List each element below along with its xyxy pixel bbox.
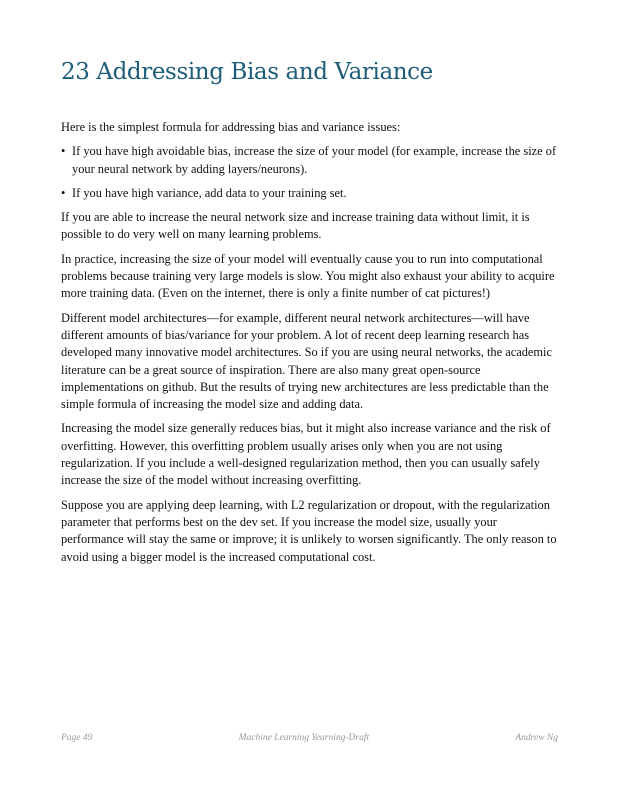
page-title: 23 Addressing Bias and Variance [61, 59, 433, 85]
body-paragraph: Suppose you are applying deep learning, with L2 regularization or dropout, with the regularization parameter that performs best on the dev set. If you increase the model size, usually your performance will stay the same or improve; it is unlikely to worsen significantly. The only reason to avoid using a bigger model is the increased computational cost. [61, 497, 557, 564]
footer-page-number: Page 49 [61, 733, 93, 743]
list-item [61, 143, 558, 178]
footer-book-title: Machine Learning Yearning-Draft [238, 733, 370, 743]
list-item-text: If you have high avoidable bias, increase the size of your model (for example, increase the size of your neural network by adding layers/neurons). [72, 144, 557, 176]
footer-author: Andrew Ng [515, 733, 558, 743]
bullet-icon: • [61, 185, 66, 200]
body-paragraph: In practice, increasing the size of your model will eventually cause you to run into computational problems because training very large models is slow. You might also exhaust your ability to acquire more training data. (Even on the internet, there is only a finite number of cat pictures!) [61, 251, 555, 301]
bullet-icon: • [61, 144, 66, 159]
list-item [61, 185, 558, 202]
page-footer [61, 733, 558, 743]
intro-paragraph: Here is the simplest formula for addressing bias and variance issues: [61, 120, 401, 134]
page-body [61, 119, 558, 573]
list-item-text: If you have high variance, add data to your training set. [72, 185, 347, 200]
body-paragraph: Increasing the model size generally reduces bias, but it might also increase variance and the risk of overfitting. However, this overfitting problem usually arises only when you are not using regularization. If you include a well-designed regularization method, then you can usually safely increase the size of the model without increasing overfitting. [61, 421, 551, 488]
body-paragraph: If you are able to increase the neural network size and increase training data without limit, it is possible to do very well on many learning problems. [61, 210, 530, 242]
bullet-list [61, 143, 558, 202]
body-paragraph: Different model architectures—for example, different neural network architectures—will have different amounts of bias/variance for your problem. A lot of recent deep learning research has developed many innovative model architectures. So if you are using neural networks, the academic literature can be a great source of inspiration. There are also many great open-source implementations on github. But the results of trying new architectures are less predictable than the simple formula of increasing the model size and adding data. [61, 310, 552, 412]
